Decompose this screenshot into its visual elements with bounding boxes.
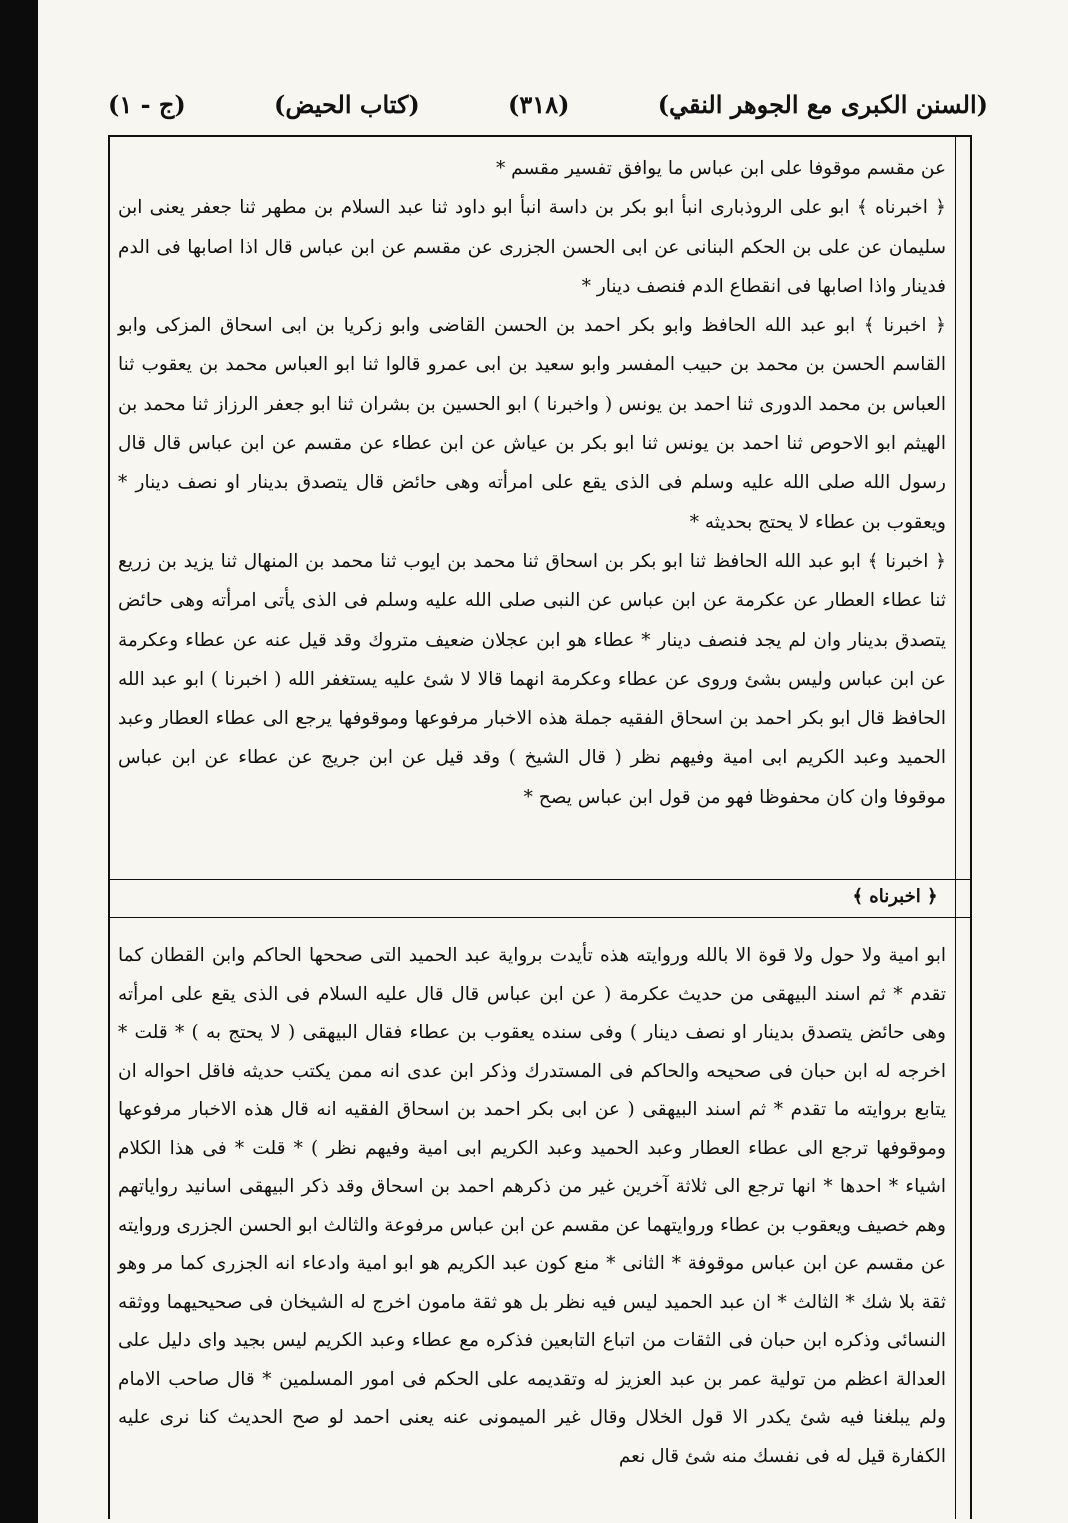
main-paragraph: ﴿ اخبرناه ﴾ ابو على الروذبارى انبأ ابو بكر بن داسة انبأ ابو داود ثنا عبد السلام بن مطهر ثنا جعفر يعنى ابن سليمان عن على بن الحكم البنانى عن ابى الحسن الجزرى عن مقسم عن ابن عباس قال اذا اصابها فى الدم فدينار واذا اصابها فى انقطاع الدم فنصف دينار * (118, 197, 946, 297)
commentary-divider (110, 917, 970, 918)
section-divider (110, 879, 970, 880)
commentary-text (118, 937, 946, 1476)
book-title: (السنن الكبرى مع الجوهر النقي) (657, 89, 988, 119)
commentary-heading: ﴿ اخبرناه ﴾ (852, 886, 938, 907)
main-paragraph: ﴿ اخبرنا ﴾ ابو عبد الله الحافظ ثنا ابو بكر بن اسحاق ثنا محمد بن ايوب ثنا محمد بن المنهال ثنا يزيد بن زريع ثنا عطاء العطار عن عكرمة عن ابن عباس عن النبى صلى الله عليه وسلم فى الذى يأتى امرأته وهى حائض يتصدق بدينار وان لم يجد فنصف دينار * عطاء هو ابن عجلان ضعيف متروك وقد قيل عنه عن عطاء وعكرمة عن ابن عباس وليس بشئ وروى عن عطاء وعكرمة انهما قالا لا شئ عليه يستغفر الله ( اخبرنا ) ابو عبد الله الحافظ قال ابو بكر احمد بن اسحاق الفقيه جملة هذه الاخبار مرفوعها وموقوفها يرجع الى عطاء العطار وعبد الحميد وعبد الكريم ابى امية وفيهم نظر ( قال الشيخ ) وقد قيل عن ابن جريج عن عطاء عن ابن عباس موقوفا وان كان محفوظا فهو من قول ابن عباس يصح * (118, 550, 946, 808)
page-edge-shadow (0, 0, 38, 1523)
text-frame (108, 135, 972, 1519)
margin-rule (955, 137, 956, 1519)
commentary-paragraph: ابو امية ولا حول ولا قوة الا بالله وروايته هذه تأيدت برواية عبد الحميد التى صححها الحاكم وابن القطان كما تقدم * ثم اسند البيهقى من حديث عكرمة ( عن ابن عباس قال قال عليه السلام فى الذى يقع على امرأته وهى حائض يتصدق بدينار او نصف دينار ) وفى سنده يعقوب بن عطاء فقال البيهقى ( لا يحتج به ) * قلت * اخرجه له ابن حبان فى صحيحه والحاكم فى المستدرك وذكر ابن عدى انه ممن يكتب حديثه فاقل احواله ان يتابع بروايته ما تقدم * ثم اسند البيهقى ( عن ابى بكر احمد بن اسحاق الفقيه انه قال هذه الاخبار مرفوعها وموقوفها ترجع الى عطاء العطار وعبد الحميد وعبد الكريم ابى امية وفيهم نظر ) * قلت * فى هذا الكلام اشياء * احدها * انها ترجع الى ثلاثة آخرين غير من ذكرهم احمد بن اسحاق وقد ذكر البيهقى اسانيد رواياتهم وهم خصيف ويعقوب بن عطاء وروايتهما عن مقسم عن ابن عباس مرفوعة والثالث ابو الحسن الجزرى وروايته عن مقسم عن ابن عباس موقوفة * الثانى * منع كون عبد الكريم هو ابو امية وادعاء انه الجزرى كما مر وهو ثقة بلا شك * الثالث * ان عبد الحميد ليس فيه نظر بل هو ثقة مامون اخرج له الشيخان فى صحيحيهما ووثقه النسائى وذكره ابن حبان فى الثقات من اتباع التابعين فذكره مع عطاء وعبد الكريم ليس بجيد واى دليل على العدالة اعظم من تولية عمر بن عبد العزيز له وتقديمه على الحكم فى امور المسلمين * قال صاحب الامام ولم يبلغنا فيه شئ يكدر الا قول الخلال وقال غير الميمونى عنه يعنى احمد لو صح الحديث كنا نرى عليه الكفارة قيل له فى نفسك منه شئ قال نعم (118, 945, 946, 1467)
volume-label: (ج - ١) (108, 89, 186, 119)
book-page (38, 0, 1068, 1523)
main-text (118, 149, 946, 817)
main-paragraph: عن مقسم موقوفا على ابن عباس ما يوافق تفسير مقسم * (496, 158, 946, 179)
chapter-title: (كتاب الحيض) (274, 89, 420, 119)
main-paragraph: ﴿ اخبرنا ﴾ ابو عبد الله الحافظ وابو بكر احمد بن الحسن القاضى وابو زكريا بن ابى اسحاق المزكى وابو القاسم الحسن بن محمد بن حبيب المفسر وابو سعيد بن ابى عمرو قالوا ثنا ابو العباس محمد بن يعقوب ثنا العباس بن محمد الدورى ثنا احمد بن يونس ( واخبرنا ) ابو الحسين بن بشران ثنا ابو جعفر الرزاز ثنا محمد بن الهيثم ابو الاحوص ثنا احمد بن يونس ثنا ابو بكر بن عياش عن ابن عطاء عن مقسم عن ابن عباس قال قال رسول الله صلى الله عليه وسلم فى الذى يقع على امرأته وهى حائض قال يتصدق بدينار او نصف دينار * ويعقوب بن عطاء لا يحتج بحديثه * (118, 315, 946, 533)
page-header (108, 82, 988, 126)
page-number: (٣١٨) (508, 89, 570, 119)
